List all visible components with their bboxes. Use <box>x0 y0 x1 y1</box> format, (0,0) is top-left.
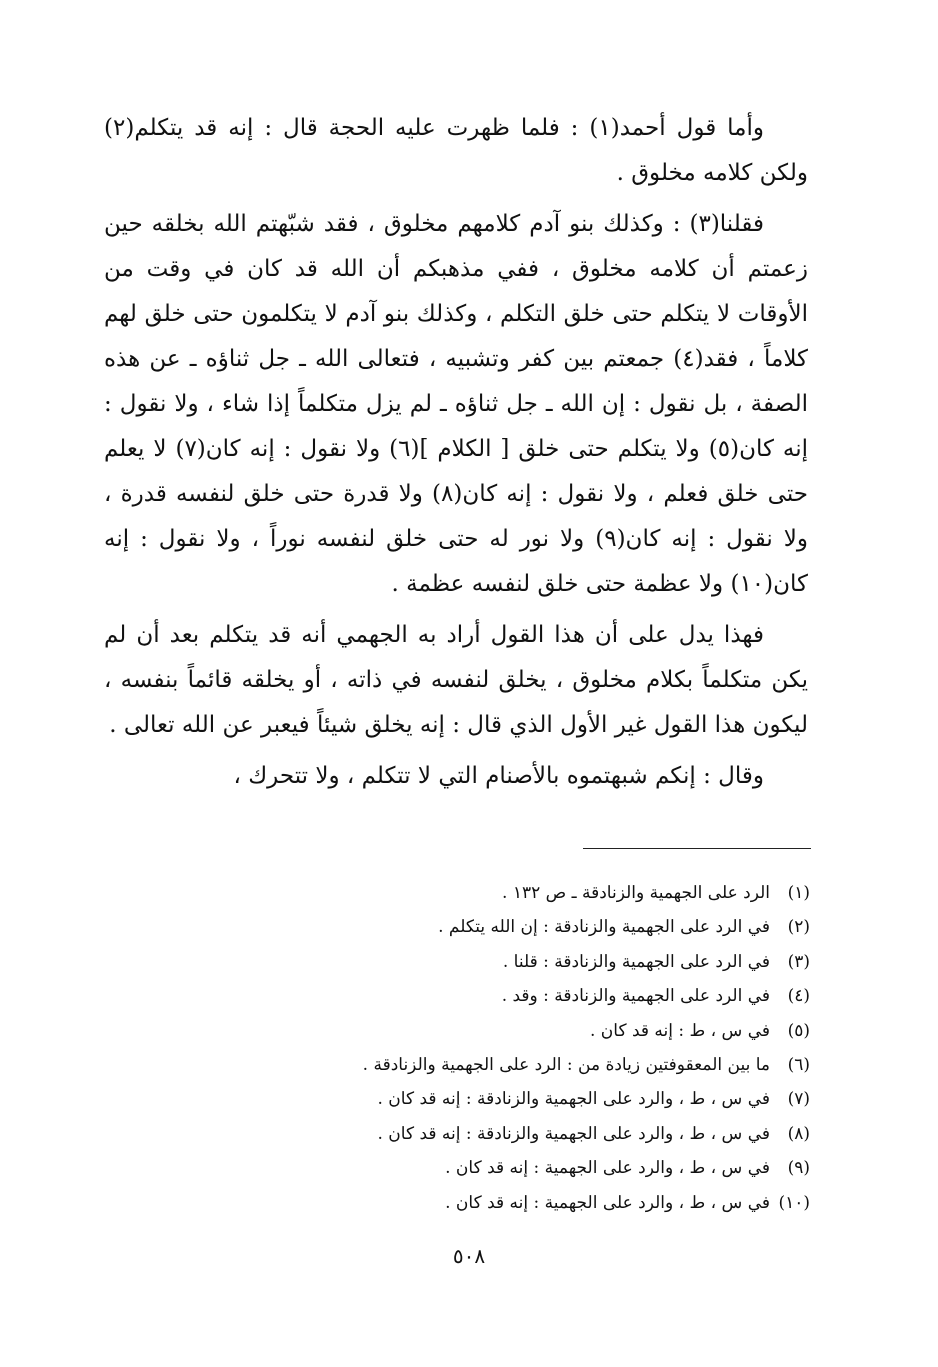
footnote-number: (٥) <box>787 1020 810 1041</box>
footnote-number: (٢) <box>787 917 810 938</box>
footnote-number: (٦) <box>787 1055 810 1076</box>
footnote-item <box>200 1151 810 1185</box>
footnote-item <box>200 1014 810 1048</box>
main-text <box>104 106 808 799</box>
footnote-divider <box>583 848 811 849</box>
footnote-item <box>200 1082 810 1116</box>
footnote-item <box>200 979 810 1013</box>
footnote-number: (٩) <box>787 1158 810 1179</box>
footnote-text: في س ، ط ، والرد على الجهمية : إنه قد كان . <box>445 1158 770 1179</box>
paragraph: وأما قول أحمد(١) : فلما ظهرت عليه الحجة قال : إنه قد يتكلم(٢) ولكن كلامه مخلوق . <box>104 115 808 186</box>
footnote-item <box>200 1117 810 1151</box>
footnote-number: (٤) <box>787 986 810 1007</box>
footnote-number: (١٠) <box>778 1192 810 1213</box>
footnotes-list <box>200 876 810 1220</box>
footnote-text: في س ، ط ، والرد على الجهمية والزنادقة : إنه قد كان . <box>377 1089 770 1110</box>
footnote-text: في الرد على الجهمية والزنادقة : قلنا . <box>502 951 770 972</box>
footnote-text: في س ، ط ، والرد على الجهمية والزنادقة : إنه قد كان . <box>377 1123 770 1144</box>
footnote-text: في الرد على الجهمية والزنادقة : إن الله يتكلم . <box>438 917 770 938</box>
footnote-number: (٧) <box>787 1089 810 1110</box>
footnote-item <box>200 1186 810 1220</box>
footnote-text: في س ، ط ، والرد على الجهمية : إنه قد كان . <box>445 1192 770 1213</box>
paragraph: وقال : إنكم شبهتموه بالأصنام التي لا تتكلم ، ولا تتحرك ، <box>233 763 764 789</box>
footnote-text: ما بين المعقوفتين زيادة من : الرد على الجهمية والزنادقة . <box>362 1055 770 1076</box>
footnote-number: (١) <box>787 883 810 903</box>
footnote-item <box>200 1048 810 1082</box>
paragraph: فقلنا(٣) : وكذلك بنو آدم كلامهم مخلوق ، فقد شبّهتم الله بخلقه حين زعمتم أن كلامه مخلوق ، ففي مذهبكم أن الله قد كان في وقت من الأوقات لا يتكلم حتى خلق التكلم ، وكذلك بنو آدم لا يتكلمون حتى خلق لهم كلاماً ، فقد(٤) جمعتم بين كفر وتشبيه ، فتعالى الله ـ جل ثناؤه ـ عن هذه الصفة ، بل نقول : إن الله ـ جل ثناؤه ـ لم يزل متكلماً إذا شاء ، ولا نقول : إنه كان(٥) ولا يتكلم حتى خلق [ الكلام ](٦) ولا نقول : إنه كان(٧) لا يعلم حتى خلق فعلم ، ولا نقول : إنه كان(٨) ولا قدرة حتى خلق لنفسه قدرة ، ولا نقول : إنه كان(٩) ولا نور له حتى خلق لنفسه نوراً ، ولا نقول : إنه كان(١٠) ولا عظمة حتى خلق لنفسه عظمة . <box>104 211 808 597</box>
footnote-text: في س ، ط : إنه قد كان . <box>590 1020 770 1041</box>
page-number: ٥٠٨ <box>452 1244 486 1268</box>
footnote-item <box>200 945 810 979</box>
paragraph: فهذا يدل على أن هذا القول أراد به الجهمي أنه قد يتكلم بعد أن لم يكن متكلماً بكلام مخلوق ، يخلق لنفسه في ذاته ، أو يخلقه قائماً بنفسه ، ليكون هذا القول غير الأول الذي قال : إنه يخلق شيئاً فيعبر عن الله تعالى . <box>104 622 808 738</box>
footnote-item <box>200 876 810 910</box>
footnote-text: الرد على الجهمية والزنادقة ـ ص ١٣٢ . <box>502 883 770 903</box>
footnote-text: في الرد على الجهمية والزنادقة : وقد . <box>501 986 770 1007</box>
footnote-number: (٨) <box>787 1123 810 1144</box>
footnote-item <box>200 910 810 944</box>
footnote-number: (٣) <box>787 951 810 972</box>
